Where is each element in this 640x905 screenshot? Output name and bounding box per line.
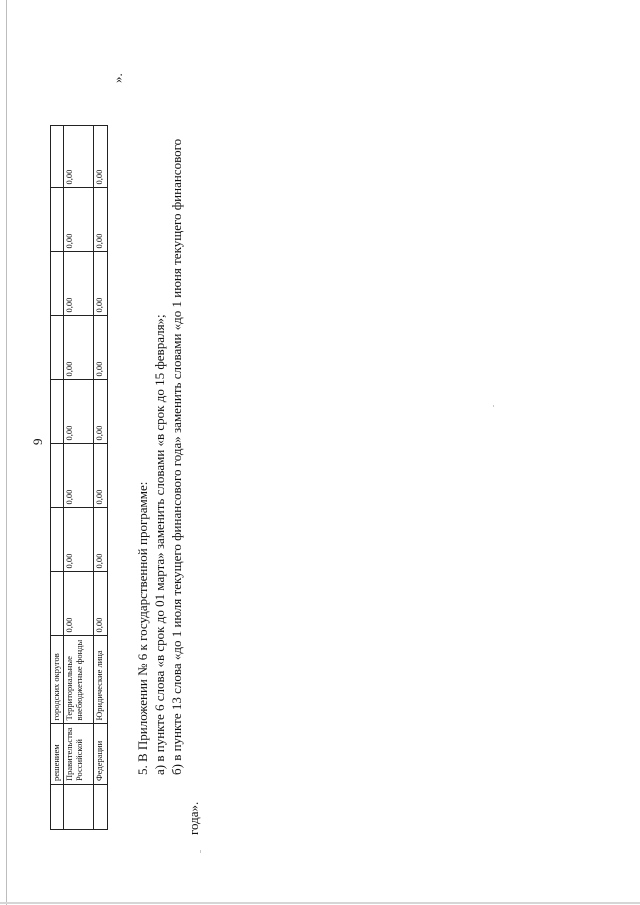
table-cell: 0,00 <box>64 316 94 380</box>
table-cell <box>51 572 64 636</box>
table-cell <box>51 380 64 444</box>
closing-quote: ». <box>110 73 125 83</box>
table-cell: 0,00 <box>94 572 108 636</box>
table-cell: 0,00 <box>94 380 108 444</box>
table-cell: 0,00 <box>64 508 94 572</box>
table-cell: Федерации <box>94 724 108 785</box>
table-cell: 0,00 <box>64 126 94 188</box>
paragraph: года». <box>185 801 201 835</box>
table-cell: 0,00 <box>94 316 108 380</box>
table-cell <box>64 785 94 830</box>
table-cell: 0,00 <box>94 126 108 188</box>
paragraph: а) в пункте 6 слова «в срок до 01 марта» заменить словами «в срок до 15 февраля»; <box>151 314 167 775</box>
table-cell: 0,00 <box>94 188 108 252</box>
paragraph: 5. В Приложении № 6 к государственной программе: <box>135 481 150 775</box>
table-cell: 0,00 <box>94 508 108 572</box>
table-cell: городских округов <box>51 636 64 724</box>
table-cell: 0,00 <box>64 252 94 316</box>
budget-table <box>50 126 108 831</box>
table-cell: Правительства Российской <box>64 724 94 785</box>
table-row <box>64 126 94 830</box>
table-cell <box>51 508 64 572</box>
table-cell: 0,00 <box>94 252 108 316</box>
table-row <box>94 126 108 830</box>
table-cell <box>51 316 64 380</box>
paragraph: б) в пункте 13 слова «до 1 июля текущего финансового года» заменить словами «до 1 июня текущего финансового <box>168 138 184 775</box>
table-cell <box>51 126 64 188</box>
table-row <box>51 126 64 830</box>
table-cell: 0,00 <box>94 444 108 508</box>
table-cell: решением <box>51 724 64 785</box>
table-cell: 0,00 <box>64 572 94 636</box>
table-cell: 0,00 <box>64 188 94 252</box>
table-cell: Территориальные внебюджетные фонды <box>64 636 94 724</box>
amendment-text <box>135 65 203 835</box>
page-number: 9 <box>30 438 45 445</box>
table-cell: 0,00 <box>64 444 94 508</box>
table-cell: 0,00 <box>64 380 94 444</box>
table-cell <box>51 785 64 830</box>
table-cell <box>94 785 108 830</box>
table-cell <box>51 252 64 316</box>
table-cell <box>51 188 64 252</box>
table-cell: Юридические лица <box>94 636 108 724</box>
table-cell <box>51 444 64 508</box>
